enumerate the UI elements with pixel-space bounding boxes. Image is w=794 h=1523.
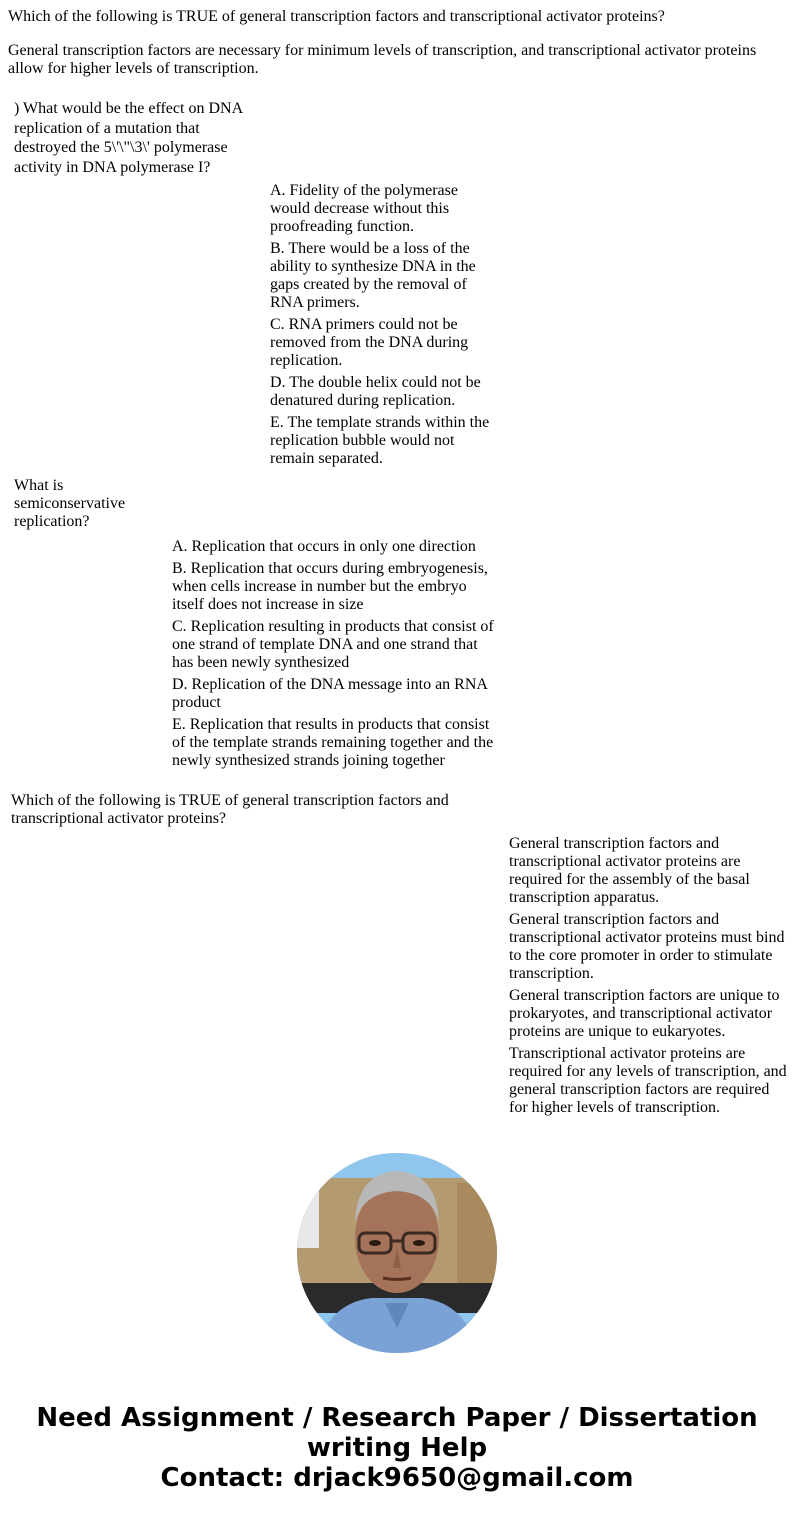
question-3-text: Which of the following is TRUE of general transcription factors and transcriptional activator proteins? [11,792,449,827]
question-2-options [172,538,502,774]
question-3-options [509,835,789,1121]
question-1-options [270,182,500,472]
question-2-option-b: B. Replication that occurs during embryogenesis, when cells increase in number but the embryo itself does not increase in size [172,560,488,613]
question-2-text: What is semiconservative replication? [14,477,126,530]
question-3-option-4: Transcriptional activator proteins are required for any levels of transcription, and general transcription factors are required for higher levels of transcription. [509,1045,787,1116]
question-1-option-c: C. RNA primers could not be removed from the DNA during replication. [270,316,469,369]
question-2-option-e: E. Replication that results in products that consist of the template strands remaining together and the newly synthesized strands joining together [172,716,494,769]
contact-email-text: Contact: drjack9650@gmail.com [160,1463,634,1493]
person-photo-icon [297,1153,497,1353]
question-2-option-d: D. Replication of the DNA message into an RNA product [172,676,488,711]
avatar [297,1153,497,1353]
question-2-option-a: A. Replication that occurs in only one direction [172,538,476,555]
question-3-option-3: General transcription factors are unique to prokaryotes, and transcriptional activator proteins are unique to eukaryotes. [509,987,780,1040]
question-2-option-c: C. Replication resulting in products that consist of one strand of template DNA and one strand that has been newly synthesized [172,618,494,671]
question-1-option-a: A. Fidelity of the polymerase would decrease without this proofreading function. [270,182,458,235]
question-3-option-1: General transcription factors and transcriptional activator proteins are required for the assembly of the basal transcription apparatus. [509,835,750,906]
help-offer-text: Need Assignment / Research Paper / Dissertation writing Help [36,1403,758,1463]
question-1-option-d: D. The double helix could not be denatured during replication. [270,374,481,409]
page-question: Which of the following is TRUE of general transcription factors and transcriptional activator proteins? [8,8,665,25]
question-3-option-2: General transcription factors and transcriptional activator proteins must bind to the core promoter in order to stimulate transcription. [509,911,785,982]
question-1-text: ) What would be the effect on DNA replication of a mutation that destroyed the 5\'\"\3\' polymerase activity in DNA polymerase I? [14,100,243,176]
question-1-option-b: B. There would be a loss of the ability to synthesize DNA in the gaps created by the removal of RNA primers. [270,240,476,311]
question-1-option-e: E. The template strands within the replication bubble would not remain separated. [270,414,490,467]
page-answer: General transcription factors are necessary for minimum levels of transcription, and transcriptional activator proteins allow for higher levels of transcription. [8,42,757,77]
contact-banner [0,1403,794,1493]
